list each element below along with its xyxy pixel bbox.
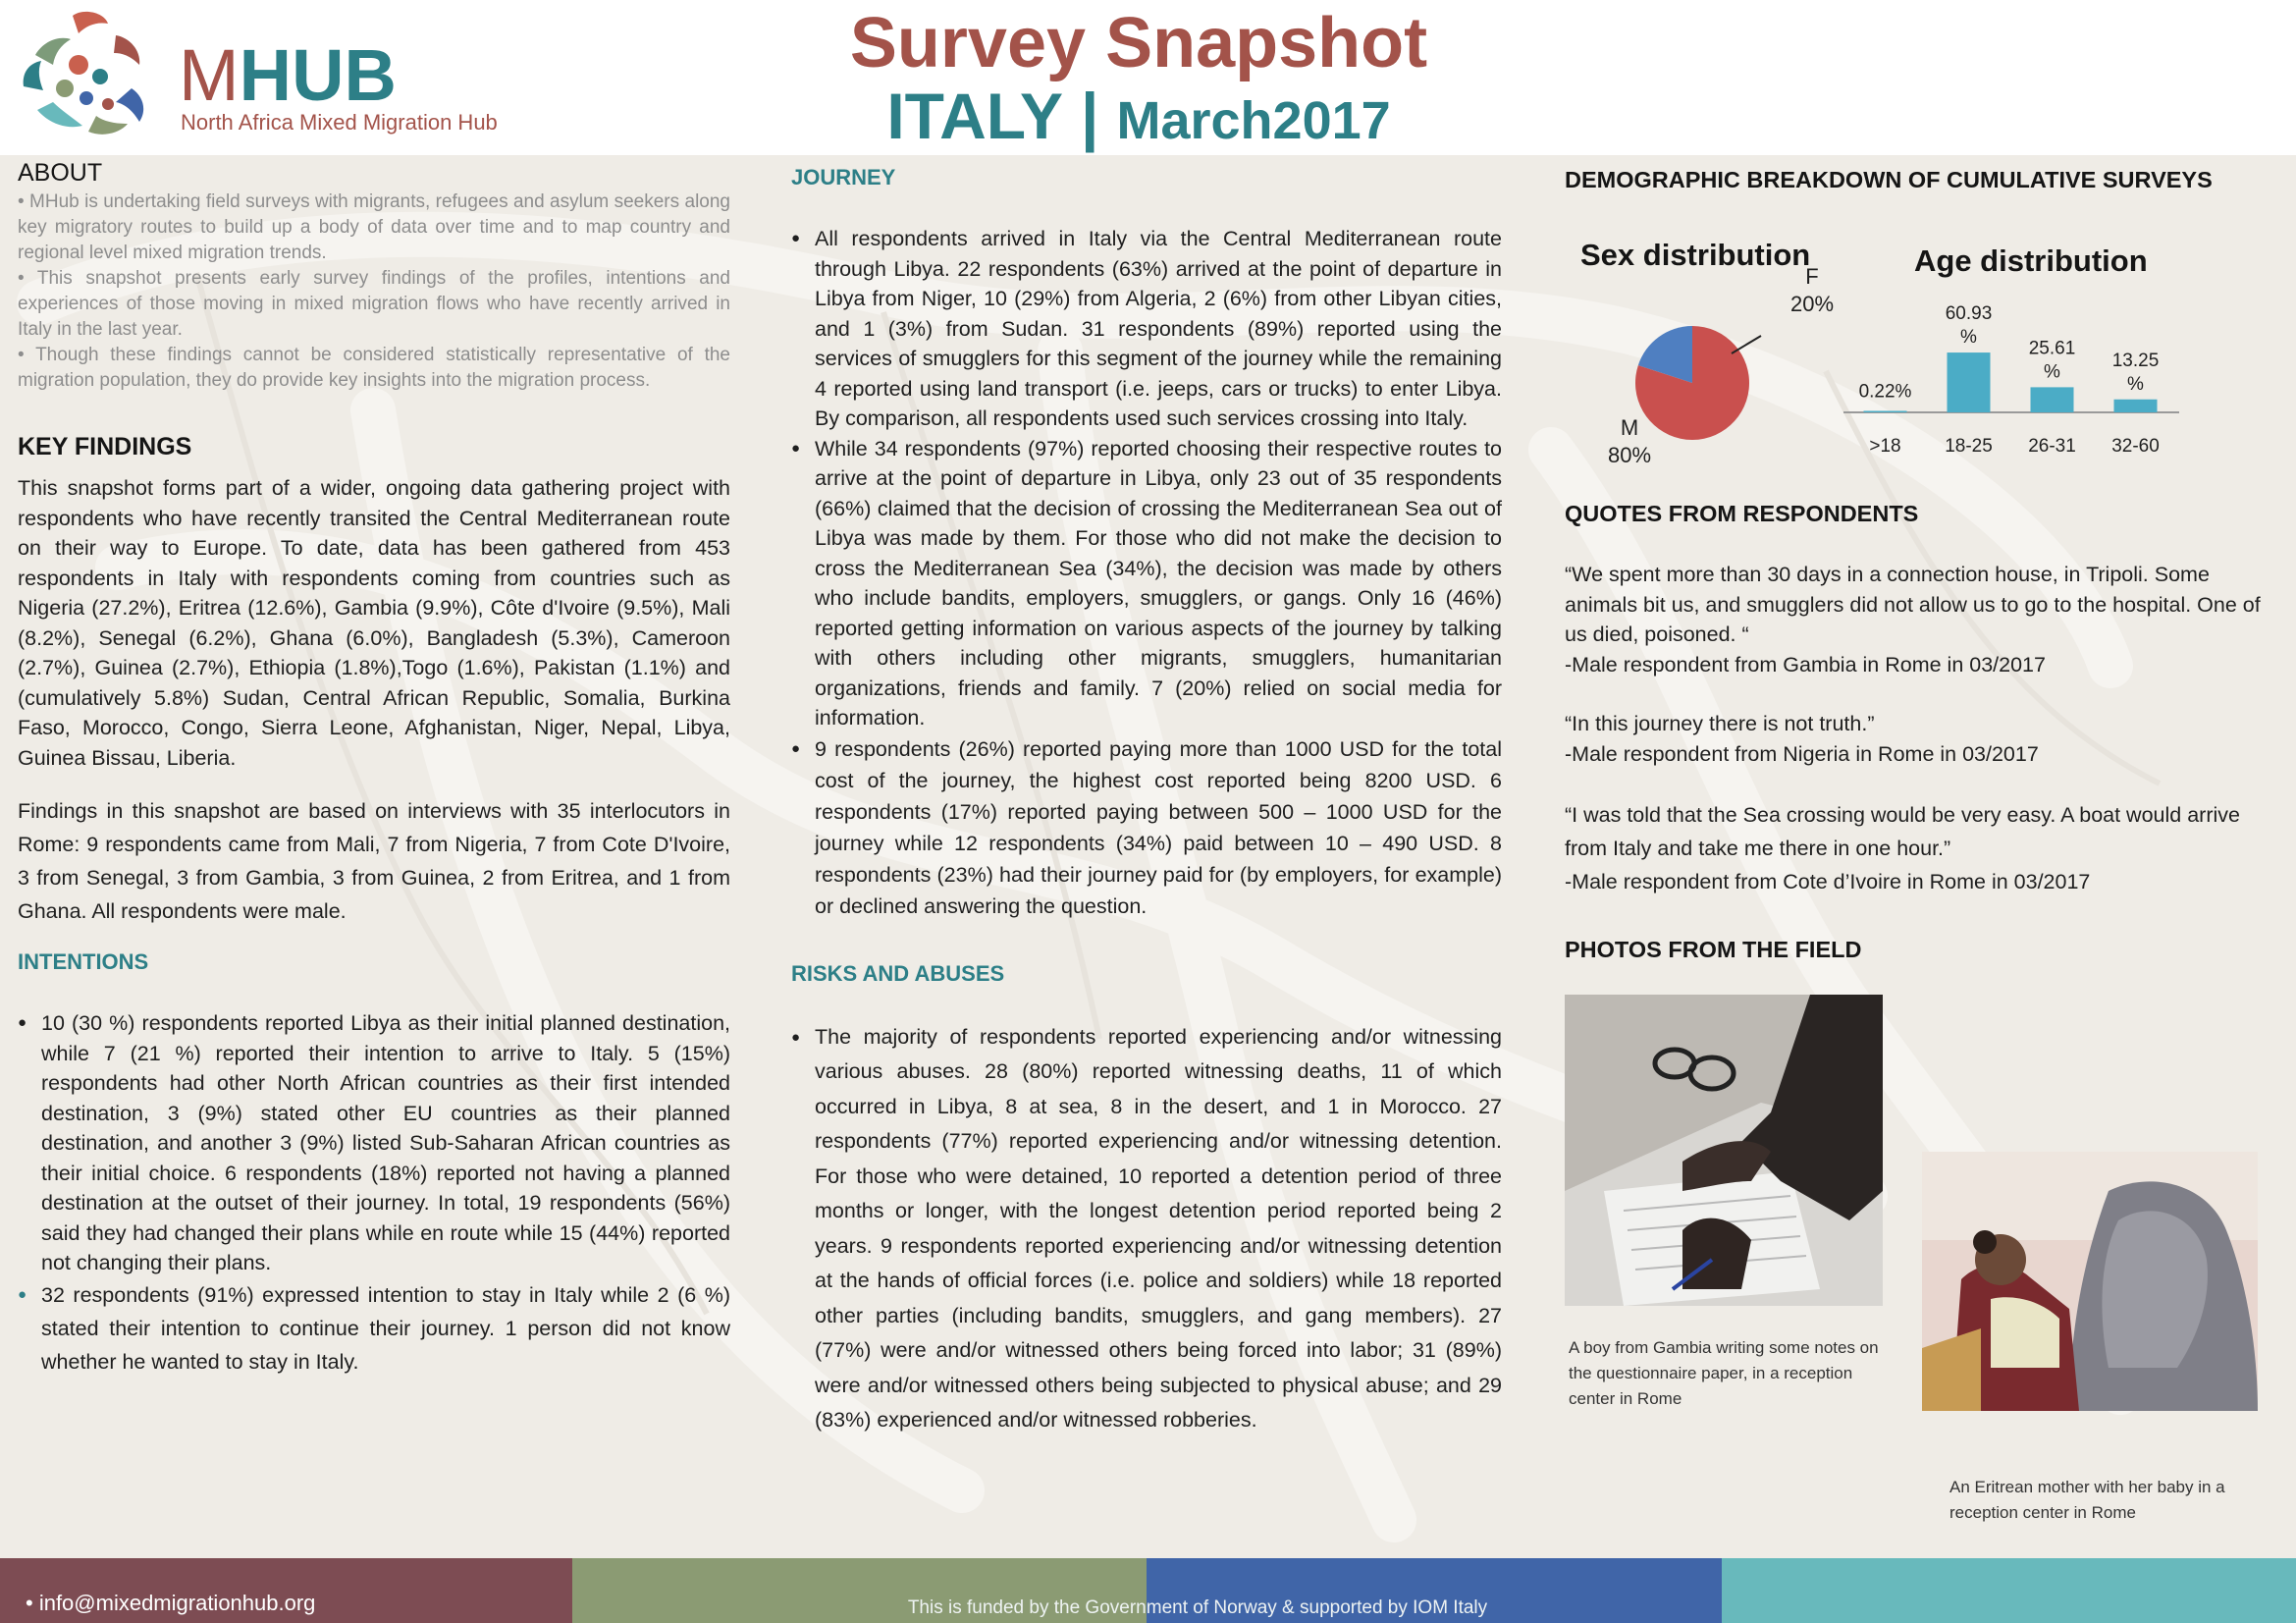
bar-data-label: 60.93 % [1945, 303, 1993, 349]
key-findings-paragraph: This snapshot forms part of a wider, ongoing data gathering project with respondents who have recently transited the Central Mediterranean route on their way to Europe. To date, data has been gathered from 453 respondents in Italy with respondents coming from countries such as Nigeria (27.2%), Eritrea (12.6%), Gambia (9.9%), Côte d'Ivoire (9.5%), Mali (8.2%), Senegal (6.2%), Ghana (6.0%), Bangladesh (5.3%), Cameroon (2.7%), Guinea (2.7%), Ethiopia (1.8%),Togo (1.6%), Pakistan (1.1%) and (cumulatively 5.8%) Sudan, Central African Republic, Somalia, Burkina Faso, Morocco, Congo, Sierra Leone, Afghanistan, Niger, Nepal, Libya, Guinea Bissau, Liberia. [18, 476, 730, 770]
pie-category-label: F [1805, 264, 1819, 289]
quote-block [1565, 560, 2281, 679]
about-heading: ABOUT [18, 159, 103, 187]
photos-heading: PHOTOS FROM THE FIELD [1565, 937, 1862, 962]
list-item: ● While 34 respondents (97%) reported choosing their respective routes to arrive at the point of departure in Libya, only 23 out of 35 respondents (66%) claimed that the decision of crossing the Mediterranean Sea out of Libya was made by them. For those who did not make the decision to cross the Mediterranean Sea (34%), the decision was made by others who include bandits, employers, smugglers, or gangs. Only 16 (46%) reported getting information on various aspects of the journey by talking with others including other migrants, smugglers, humanitarian organizations, friends and family. 7 (20%) relied on social media for information. [815, 434, 1502, 733]
about-list [18, 189, 730, 394]
bar-18-25 [1948, 352, 1991, 412]
photo-caption: An Eritrean mother with her baby in a reception center in Rome [1949, 1478, 2225, 1522]
middle-column [791, 165, 1502, 1438]
photo-caption: A boy from Gambia writing some notes on the questionnaire paper, in a reception center in Rome [1569, 1338, 1879, 1408]
journey-list [791, 224, 1502, 922]
bar-data-label: 25.61 % [2028, 338, 2076, 383]
list-item: ● 10 (30 %) respondents reported Libya as their initial planned destination, while 7 (21 %) reported their intention to arrive to Italy. 5 (15%) respondents had other North African countries as their first intended destination, 3 (9%) stated other EU countries as their planned destination, and another 3 (9%) listed Sub-Saharan African countries as their initial choice. 6 respondents (18%) reported not having a planned destination at the outset of their journey. In total, 19 respondents (56%) said they had changed their plans while en route while 15 (44%) reported not changing their plans. [41, 1008, 730, 1278]
bar-category-label: 18-25 [1945, 436, 1993, 457]
quote-block [1565, 798, 2281, 898]
quote-source: -Male respondent from Gambia in Rome in 03/2017 [1565, 652, 2046, 676]
list-item: ● 32 respondents (91%) expressed intention to stay in Italy while 2 (6 %) stated their intention to continue their journey. 1 person did not know whether he wanted to stay in Italy. [41, 1278, 730, 1379]
field-photo-boy-writing [1565, 995, 1883, 1306]
bar-data-label: 0.22% [1858, 381, 1912, 403]
bar-category-label: 26-31 [2028, 436, 2076, 457]
pie-label-male [1608, 414, 1651, 469]
pie-leader-line [1732, 336, 1761, 353]
intentions-heading: INTENTIONS [18, 949, 149, 974]
contact-email-link[interactable]: • info@mixedmigrationhub.org [26, 1591, 316, 1615]
field-photo-image [1565, 995, 1883, 1306]
pie-value-label: 80% [1608, 443, 1652, 467]
journey-heading: JOURNEY [791, 165, 896, 189]
about-item: • This snapshot presents early survey findings of the profiles, intentions and experiences of those moving in mixed migration flows who have recently arrived in Italy in the last year. [18, 268, 730, 340]
quote-text: “I was told that the Sea crossing would be very easy. A boat would arrive from Italy and take me there in one hour.” [1565, 803, 2240, 860]
about-item: • Though these findings cannot be considered statistically representative of the migration population, they do provide key insights into the migration process. [18, 345, 730, 391]
quote-text: “We spent more than 30 days in a connection house, in Tripoli. Some animals bit us, and smugglers did not allow us to go to the hospital. One of us died, poisoned. “ [1565, 563, 2261, 646]
quotes-heading: QUOTES FROM RESPONDENTS [1565, 501, 1919, 526]
age-chart-title: Age distribution [1914, 243, 2148, 278]
risks-heading: RISKS AND ABUSES [791, 960, 1005, 986]
about-item: • MHub is undertaking field surveys with migrants, refugees and asylum seekers along key migratory routes to build up a body of data over time and to map country and regional level mixed migration trends. [18, 191, 730, 263]
risks-list [791, 1020, 1502, 1438]
sex-chart-title: Sex distribution [1580, 238, 1811, 272]
left-column [18, 159, 730, 1379]
funding-note: This is funded by the Government of Norway & supported by IOM Italy [907, 1597, 1488, 1618]
date-label: March2017 [1116, 91, 1391, 150]
page-subtitle [825, 81, 1453, 170]
bar-category-label: 32-60 [2111, 436, 2160, 457]
header [0, 0, 2296, 155]
bar->18 [1864, 411, 1907, 413]
footer-segment [1722, 1558, 2296, 1623]
pie-category-label: M [1620, 415, 1639, 440]
quote-source: -Male respondent from Nigeria in Rome in 03/2017 [1565, 741, 2039, 766]
key-findings-heading: KEY FINDINGS [18, 433, 192, 460]
list-item: ● 9 respondents (26%) reported paying more than 1000 USD for the total cost of the journey, the highest cost reported being 8200 USD. 6 respondents (17%) reported paying between 500 – 1000 USD for the journey while 12 respondents (34%) paid between 10 – 490 USD. 8 respondents (23%) had their journey paid for (by employers, for example) or declined answering the question. [815, 733, 1502, 922]
right-column [1565, 167, 2281, 1542]
pie-label-female [1790, 263, 1834, 318]
field-photo-image [1922, 1152, 2258, 1411]
bar-data-label: 13.25 % [2111, 350, 2160, 395]
bar-26-31 [2031, 387, 2074, 412]
country-label: ITALY [886, 80, 1064, 152]
list-item: ● All respondents arrived in Italy via the Central Mediterranean route through Libya. 22 respondents (63%) arrived at the point of departure in Libya from Niger, 10 (29%) from Algeria, 2 (6%) from other Libyan cities, and 1 (3%) from Sudan. 31 respondents (89%) reported using the services of smugglers for this segment of the journey while the remaining 4 reported using land transport (i.e. jeeps, cars or trucks) to enter Libya. By comparison, all respondents used such services crossing into Italy. [815, 224, 1502, 434]
quote-block [1565, 709, 2281, 769]
mhub-wordmark: MHUB [179, 34, 397, 116]
list-item: ● The majority of respondents reported experiencing and/or witnessing various abuses. 28 (80%) reported witnessing deaths, 11 of which occurred in Libya, 8 at sea, 8 in the desert, and 1 in Morocco. 27 respondents (77%) reported experiencing and/or witnessing detention. For those who were detained, 10 reported a detention period of three months or longer, with the longest detention period reported being 2 years. 9 respondents reported experiencing and/or witnessing detention at the hands of official forces (i.e. police and soldiers) while 18 reported other parties (including bandits, smugglers, and gang members). 27 (77%) were and/or witnessed others being forced into labor; 31 (89%) were and/or witnessed others being subjected to physical abuse; and 29 (83%) experienced and/or witnessed robberies. [815, 1020, 1502, 1438]
quote-source: -Male respondent from Cote d’Ivoire in Rome in 03/2017 [1565, 870, 2091, 893]
age-distribution-bar-chart [1843, 281, 2187, 467]
quote-text: “In this journey there is not truth.” [1565, 712, 1875, 735]
mhub-logo-icon [14, 8, 161, 150]
bar-category-label: >18 [1869, 436, 1901, 457]
bar-32-60 [2114, 400, 2158, 412]
key-findings-paragraph: Findings in this snapshot are based on interviews with 35 interlocutors in Rome: 9 respondents came from Mali, 7 from Nigeria, 7 from Cote D'Ivoire, 3 from Senegal, 3 from Gambia, 3 from Guinea, 2 from Eritrea, and 1 from Ghana. All respondents were male. [18, 799, 730, 923]
demographics-heading: DEMOGRAPHIC BREAKDOWN OF CUMULATIVE SURVEYS [1565, 167, 2213, 192]
intentions-list [18, 1008, 730, 1379]
field-photo-mother-baby [1922, 1152, 2258, 1411]
logo-subtitle: North Africa Mixed Migration Hub [181, 110, 498, 135]
page-title: Survey Snapshot [849, 4, 1428, 82]
pie-value-label: 20% [1790, 292, 1835, 316]
quotes-list [1565, 560, 2281, 898]
subtitle-separator: | [1081, 80, 1099, 152]
